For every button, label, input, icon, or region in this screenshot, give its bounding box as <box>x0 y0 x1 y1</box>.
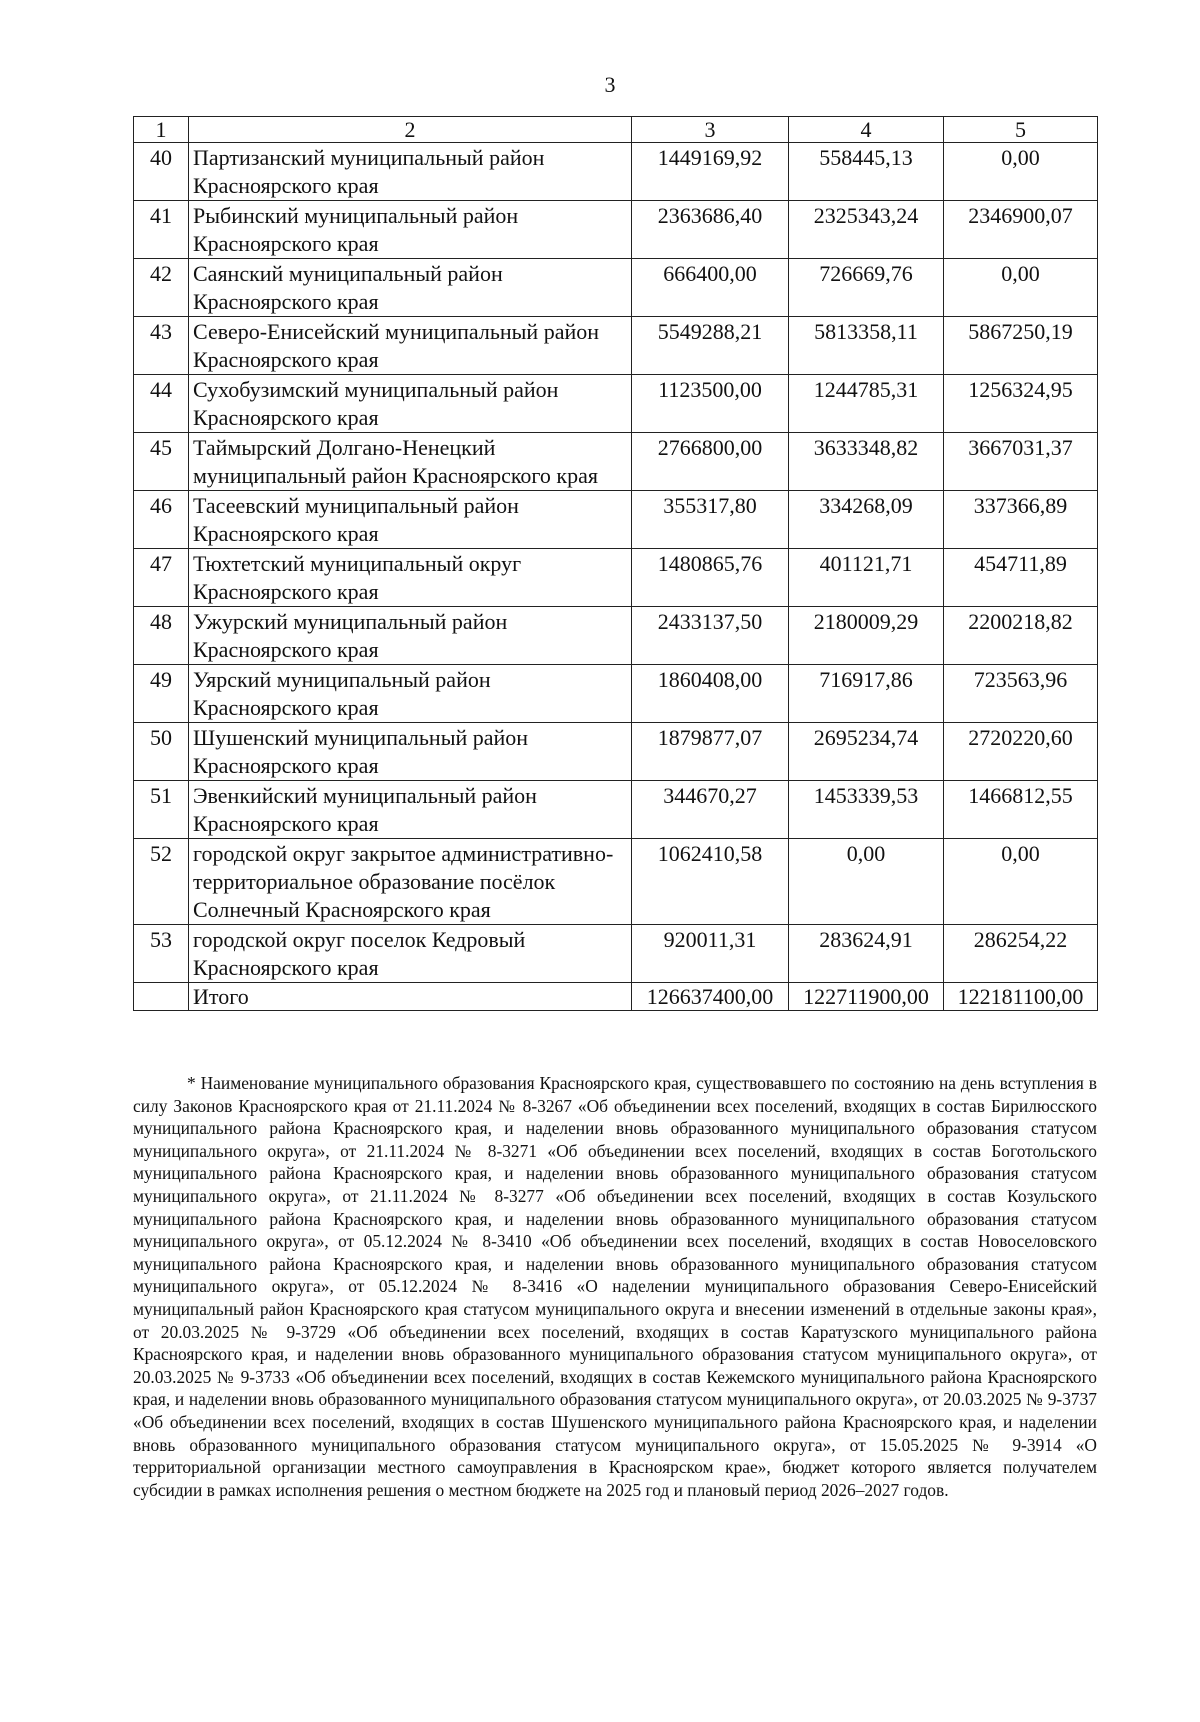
municipality-name: Ужурский муниципальный район Красноярского края <box>189 607 632 665</box>
table-row <box>134 665 1098 723</box>
total-value-col-5: 122181100,00 <box>944 983 1098 1011</box>
row-number: 43 <box>134 317 189 375</box>
table-header-row <box>134 117 1098 143</box>
value-col-5: 1466812,55 <box>944 781 1098 839</box>
value-col-5: 2346900,07 <box>944 201 1098 259</box>
value-col-5: 0,00 <box>944 143 1098 201</box>
table-row <box>134 201 1098 259</box>
value-col-4: 5813358,11 <box>789 317 944 375</box>
column-header: 5 <box>944 117 1098 143</box>
value-col-3: 355317,80 <box>632 491 789 549</box>
municipality-name: Эвенкийский муниципальный район Красноярского края <box>189 781 632 839</box>
value-col-3: 1062410,58 <box>632 839 789 925</box>
table-row <box>134 375 1098 433</box>
table-row <box>134 723 1098 781</box>
column-header: 4 <box>789 117 944 143</box>
value-col-3: 1449169,92 <box>632 143 789 201</box>
value-col-3: 2363686,40 <box>632 201 789 259</box>
row-number: 49 <box>134 665 189 723</box>
footnote: * Наименование муниципального образования Красноярского края, существовавшего по состоянию на день вступления в силу Законов Красноярского края от 21.11.2024 № 8-3267 «Об объединении всех поселений, входящих в состав Бирилюсского муниципального района Красноярского края, и наделении вновь образованного муниципального образования статусом муниципального округа», от 21.11.2024 № 8-3271 «Об объединении всех поселений, входящих в состав Боготольского муниципального района Красноярского края, и наделении вновь образованного муниципального образования статусом муниципального округа», от 21.11.2024 № 8-3277 «Об объединении всех поселений, входящих в состав Козульского муниципального района Красноярского края, и наделении вновь образованного муниципального образования статусом муниципального округа», от 05.12.2024 № 8-3410 «Об объединении всех поселений, входящих в состав Новоселовского муниципального района Красноярского края, и наделении вновь образованного муниципального образования статусом муниципального округа», от 05.12.2024 № 8-3416 «О наделении муниципального образования Северо-Енисейский муниципальный район Красноярского края статусом муниципального округа и внесении изменений в отдельные законы края», от 20.03.2025 № 9-3729 «Об объединении всех поселений, входящих в состав Каратузского муниципального района Красноярского края, и наделении вновь образованного муниципального образования статусом муниципального округа», от 20.03.2025 № 9-3733 «Об объединении всех поселений, входящих в состав Кежемского муниципального района Красноярского края, и наделении вновь образованного муниципального образования статусом муниципального округа», от 20.03.2025 № 9-3737 «Об объединении всех поселений, входящих в состав Шушенского муниципального района Красноярского края, и наделении вновь образованного муниципального образования статусом муниципального округа», от 15.05.2025 № 9-3914 «О территориальной организации местного самоуправления в Красноярском крае», бюджет которого является получателем субсидии в рамках исполнения решения о местном бюджете на 2025 год и плановый период 2026–2027 годов. <box>133 1073 1097 1500</box>
value-col-5: 286254,22 <box>944 925 1098 983</box>
municipality-name: Северо-Енисейский муниципальный район Красноярского края <box>189 317 632 375</box>
value-col-5: 2200218,82 <box>944 607 1098 665</box>
row-number: 42 <box>134 259 189 317</box>
total-value-col-4: 122711900,00 <box>789 983 944 1011</box>
municipality-name: Партизанский муниципальный район Красноярского края <box>189 143 632 201</box>
municipality-name: Саянский муниципальный район Красноярского края <box>189 259 632 317</box>
municipality-name: Сухобузимский муниципальный район Красноярского края <box>189 375 632 433</box>
value-col-5: 0,00 <box>944 839 1098 925</box>
value-col-5: 0,00 <box>944 259 1098 317</box>
table-row <box>134 143 1098 201</box>
municipality-name: городской округ поселок Кедровый Красноярского края <box>189 925 632 983</box>
value-col-4: 558445,13 <box>789 143 944 201</box>
value-col-3: 344670,27 <box>632 781 789 839</box>
value-col-4: 2695234,74 <box>789 723 944 781</box>
total-value-col-3: 126637400,00 <box>632 983 789 1011</box>
total-row <box>134 983 1098 1011</box>
value-col-4: 334268,09 <box>789 491 944 549</box>
value-col-4: 716917,86 <box>789 665 944 723</box>
value-col-3: 666400,00 <box>632 259 789 317</box>
value-col-3: 2433137,50 <box>632 607 789 665</box>
table-row <box>134 259 1098 317</box>
value-col-3: 2766800,00 <box>632 433 789 491</box>
value-col-5: 1256324,95 <box>944 375 1098 433</box>
value-col-5: 5867250,19 <box>944 317 1098 375</box>
value-col-4: 1453339,53 <box>789 781 944 839</box>
value-col-4: 0,00 <box>789 839 944 925</box>
column-header: 2 <box>189 117 632 143</box>
value-col-3: 5549288,21 <box>632 317 789 375</box>
row-number: 46 <box>134 491 189 549</box>
value-col-5: 2720220,60 <box>944 723 1098 781</box>
value-col-4: 3633348,82 <box>789 433 944 491</box>
table-row <box>134 839 1098 925</box>
row-number: 45 <box>134 433 189 491</box>
table-row <box>134 433 1098 491</box>
row-number: 48 <box>134 607 189 665</box>
row-number: 53 <box>134 925 189 983</box>
municipality-name: городской округ закрытое административно-территориальное образование посёлок Солнечный Красноярского края <box>189 839 632 925</box>
table-row <box>134 607 1098 665</box>
value-col-5: 3667031,37 <box>944 433 1098 491</box>
table-row <box>134 925 1098 983</box>
table-row <box>134 549 1098 607</box>
value-col-3: 1480865,76 <box>632 549 789 607</box>
municipality-name: Рыбинский муниципальный район Красноярского края <box>189 201 632 259</box>
value-col-4: 726669,76 <box>789 259 944 317</box>
municipality-name: Уярский муниципальный район Красноярского края <box>189 665 632 723</box>
page-number: 3 <box>604 72 616 97</box>
value-col-4: 401121,71 <box>789 549 944 607</box>
row-number: 44 <box>134 375 189 433</box>
value-col-5: 454711,89 <box>944 549 1098 607</box>
row-number: 52 <box>134 839 189 925</box>
table-row <box>134 317 1098 375</box>
value-col-3: 920011,31 <box>632 925 789 983</box>
municipality-name: Тюхтетский муниципальный округ Красноярского края <box>189 549 632 607</box>
value-col-3: 1879877,07 <box>632 723 789 781</box>
subsidy-table <box>133 116 1098 1011</box>
value-col-4: 2325343,24 <box>789 201 944 259</box>
value-col-4: 283624,91 <box>789 925 944 983</box>
row-number: 41 <box>134 201 189 259</box>
value-col-4: 1244785,31 <box>789 375 944 433</box>
total-row-number <box>134 983 189 1011</box>
row-number: 40 <box>134 143 189 201</box>
value-col-3: 1860408,00 <box>632 665 789 723</box>
municipality-name: Шушенский муниципальный район Красноярского края <box>189 723 632 781</box>
municipality-name: Таймырский Долгано-Ненецкий муниципальный район Красноярского края <box>189 433 632 491</box>
value-col-3: 1123500,00 <box>632 375 789 433</box>
column-header: 3 <box>632 117 789 143</box>
row-number: 50 <box>134 723 189 781</box>
value-col-5: 723563,96 <box>944 665 1098 723</box>
column-header: 1 <box>134 117 189 143</box>
municipality-name: Тасеевский муниципальный район Красноярского края <box>189 491 632 549</box>
table-row <box>134 781 1098 839</box>
value-col-4: 2180009,29 <box>789 607 944 665</box>
value-col-5: 337366,89 <box>944 491 1098 549</box>
table-row <box>134 491 1098 549</box>
row-number: 51 <box>134 781 189 839</box>
total-label: Итого <box>189 983 632 1011</box>
row-number: 47 <box>134 549 189 607</box>
